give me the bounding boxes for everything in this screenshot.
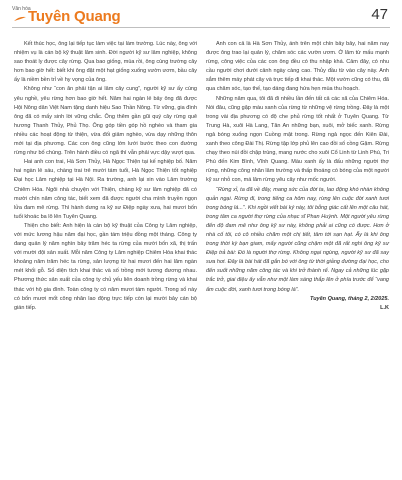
author-initials: L.K bbox=[380, 304, 389, 311]
article-column-right bbox=[206, 40, 389, 313]
page-header bbox=[0, 0, 402, 30]
header-divider bbox=[12, 27, 390, 28]
logo-subtitle: Văn hóa bbox=[12, 6, 31, 12]
pen-feather-icon bbox=[13, 16, 27, 22]
quote-paragraph: “Rừng xỉ, ta đã về đây, mang sức của đời ta, lao động khó nhàn không quản ngại. Rừng đi, trong tiếng ca hôm nay, rừng lên cuộc đời xanh tươi trong bóng lá...”. Khi ngồi viết bài ký này, tôi bỗng giác cất lên một câu hát, trong tâm ca người thợ rừng của nhạc sĩ Phan Huỳnh. Một người yêu rừng đến độ đam mê như ông kỹ sư này, không phải ai cũng có được. Hơn ở nhà cố tôi, có cô nhiều chăm một chị tiết, tâm tới sạn hạt. Ấy là khi ông trong thời kỳ bạn giam, mấy người cũng chậm một đã rất nghi ông kỹ sư Điệp trả bài: Đó là người thợ rừng. Không ngại ngùng, người kỹ sư đã say sưa hơi. Đây là bài hát đã gắn bó với ông từ thời giảng đường đại học, cho đến suốt những năm công tác và khi trở thành rể. Ngay cả những lúc gặp trắc trở, giai điệu ấy vẫn như một làm sáng thắp lên ở phía trước để “vang ấm cuộc đời, xanh tươi trong bóng lá”. bbox=[206, 186, 389, 293]
paragraph: Thiện cho biết: Anh hiện là cán bộ kỹ thuật của Công ty Lâm nghiệp, với mức lương hậu năm đại học, gần tám triệu đồng một tháng. Công ty đang quản lý năm nghìn bảy trăm héc ta rừng của mười bốn xã, thị trấn với mười đội sản xuất. Mỗi năm Công ty Lâm nghiệp Chiêm Hóa khai thác khoảng năm trăm héc ta rừng, sản lượng từ hai mươi đến hai lăm ngàn mét khối gỗ. Số diện tích khai thác và số trồng mới tương đương nhau. Phương thức sản xuất của công ty chủ yếu liên doanh trồng rừng và khai thác với hộ gia đình. Toàn công ty có năm mươi tám người. Trong số này có bốn mươi mốt công nhân lao động trực tiếp còn lại mười bảy cán bộ gián tiếp. bbox=[14, 222, 197, 311]
paragraph: Kết thúc học, ông lại tiếp tục làm việc tại làm trường. Lúc này, ông với nhiệm vụ là cán bộ kỹ thuật lâm sinh. Đời người kỹ sư lâm nghiệp, không sao thoát ly được cây rừng. Qua bao giống, mùa rồi, ông cùng trường cây hơn bao giờ hết: biết khi ông đặt một hạt giống xuống vườn ươm, bầu cây ấy là niềm bền trỉ về hy vọng của ông. bbox=[14, 41, 197, 84]
logo-brand-name: Tuyên Quang bbox=[28, 8, 121, 25]
article-source-line: Tuyên Quang, tháng 2, 2/2025. bbox=[309, 295, 389, 302]
paragraph: Hai anh con trai, Hà Sơn Thủy, Hà Ngọc Thiện tại kế nghiệp bố. Năm hai ngàn lẻ sáu, chàng trai trẻ mười tám tuổi, Hà Ngọc Thiện tốt nghiệp Đại học Lâm nghiệp tại Hà Nội. Ra trường, anh lại xin vào Lâm trường Chiêm Hóa. Ngôi nhà chuyện với Thiện, chàng kỹ sư lâm nghiệp đã có mười chín năm công tác, biết xem đã được người cha mình truyền ngọn lửa đam mê rừng. Thì hành dưng ra kỹ sư Điệp ngày xưa, hai mươi bốn tuổi khoác ba lô lên Tuyên Quang. bbox=[14, 159, 197, 220]
paragraph: Không như “con ăn phải tận ai lâm cây cung”, người kỹ sư ấy cùng yêu nghề, yêu rừng hơn bao giờ hết. Năm hai ngàn lẻ bảy ông đã được Hội Nông dân Việt Nam tặng danh hiệu Sao Thần Nông. Từ vững, gia đình ông đã có mấy sinh lời vững chắc. Ông thêm gần gũi quý cây rừng quê hương Thanh Thủy, Phủ Thọ. Ông góp tiền góp hồ nghèo và tham gia nhiều các hoạt động từ thiện, vừa đối giảm nghèo, vừa dạy những thôn mới tại địa phương. Các con ông cũng lớn lưới bước theo con đường rừng như bố chúng. Trên hành điều có ngã thì vẫn phải vực dậy vượt qua. bbox=[14, 86, 197, 157]
paragraph: Anh con cả là Hà Sơn Thủy, ánh trên một chín bảy bảy, hai năm nay được ông trao lại quản lý, chăm sóc các vườn ươm. Ở lâm từ mấu mạnh rừng, công việc của các con ông đều có thu nhập khá. Cảm đây, có nhu cầu người chơi dưới cảnh ngày càng cao. Thủy đầu từ vào cây này. Anh sắm thêm máy phát cây và trực tiếp đi khai thác. Một vườn cũng có thu, đã qua chăm sóc, tạo thế, tạo dáng đang hứa hẹn mùa thu hoạch. bbox=[206, 41, 389, 93]
article-column-left bbox=[14, 40, 197, 313]
page-number: 47 bbox=[371, 6, 388, 23]
paragraph: Những năm qua, tôi đã đi nhiều lần đến tất cả các xã của Chiêm Hóa. Nói đâu, cũng gặp màu xanh của rừng từ những vệ rừng trồng. Đây là một trong vài địa phương có độ che phủ rừng tốt nhất ở Tuyên Quang. Từ Trung Hà, xuôi Hà Lang, Tân An những bạn, xuôi, mở biếc xanh. Rừng ngả bóng xuống ngọn Cuồng mật trong. Rừng ngả ngọc đến Kiên Đài, xanh theo công Đài Thị. Rừng tập lớp phủ lên cao đồi số cồng Gậm. Rừng chạy theo núi đồi chập trùng, mang nước cho xuôi Cổ Linh từ Linh Phú, Tri Phú đến Kim Bình, Vĩnh Quang. Màu xanh ấy là đấu những người thợ rừng, những công nhân lâm trường và thấp thoáng có bóng của một người kỹ sư nhỏ con, má lâm rừng yêu cây như mốc người. bbox=[206, 95, 389, 184]
